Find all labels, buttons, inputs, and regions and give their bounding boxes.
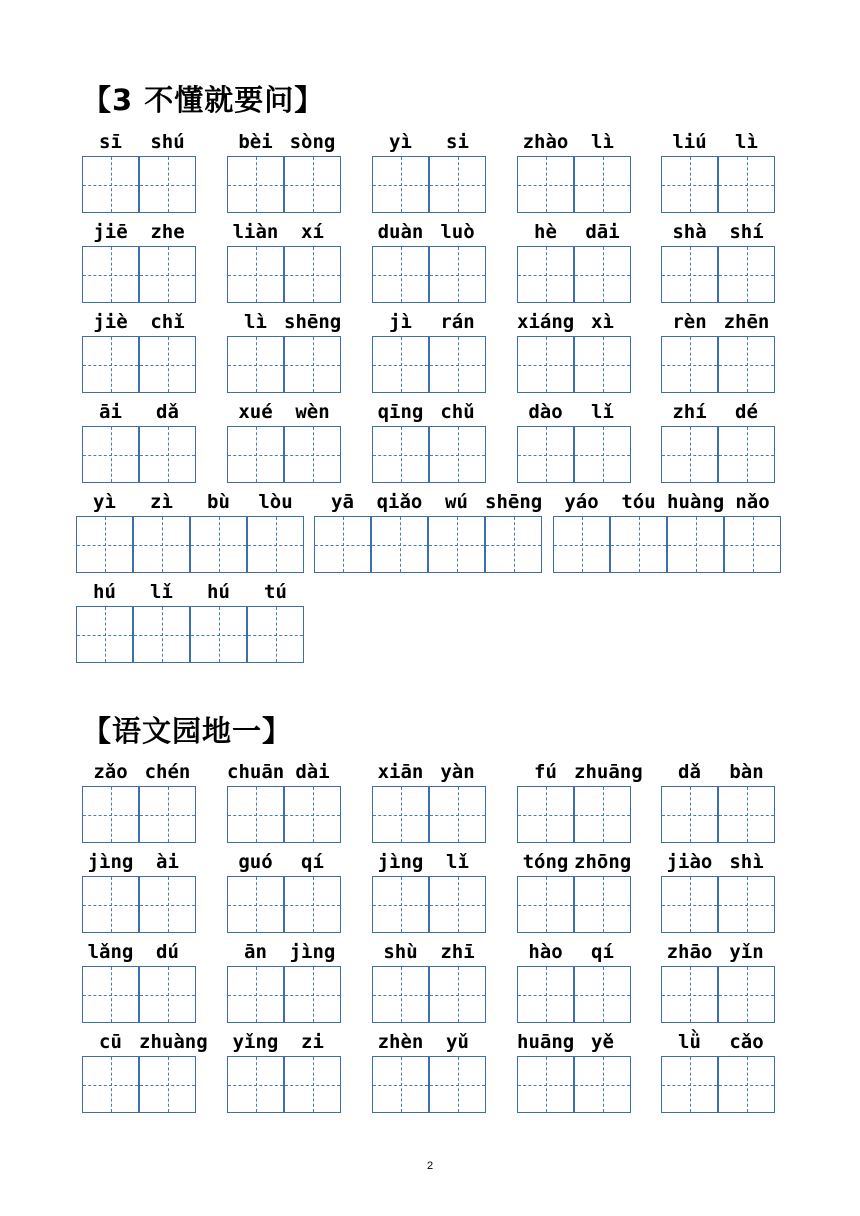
- writing-box[interactable]: [429, 246, 486, 303]
- pinyin-label: hè: [534, 221, 557, 243]
- pinyin-label: zhuàng: [139, 1031, 208, 1053]
- writing-box[interactable]: [517, 156, 574, 213]
- writing-box[interactable]: [372, 246, 429, 303]
- pinyin-label: xiáng: [517, 311, 575, 333]
- pinyin-label: yǐn: [729, 941, 764, 963]
- writing-box[interactable]: [133, 516, 190, 573]
- pinyin-label: zhuāng: [574, 761, 643, 783]
- writing-box[interactable]: [661, 876, 718, 933]
- writing-box[interactable]: [718, 1056, 775, 1113]
- pinyin-label: xì: [591, 311, 614, 333]
- pinyin-label: hào: [528, 941, 563, 963]
- writing-box[interactable]: [667, 516, 724, 573]
- pinyin-label: liú: [672, 131, 707, 153]
- pinyin-label: shà: [672, 221, 707, 243]
- writing-box[interactable]: [429, 156, 486, 213]
- pinyin-label: shēng: [284, 311, 342, 333]
- writing-box[interactable]: [517, 426, 574, 483]
- pinyin-label: āi: [99, 401, 122, 423]
- writing-box[interactable]: [574, 876, 631, 933]
- pinyin-label: lǐ: [446, 851, 469, 873]
- pinyin-label: yǐng: [232, 1031, 279, 1053]
- word-row: [0, 220, 860, 310]
- pinyin-label: jìng: [87, 851, 134, 873]
- writing-box[interactable]: [227, 426, 284, 483]
- pinyin-label: zhe: [150, 221, 185, 243]
- word-row: [0, 760, 860, 850]
- word-row: [0, 130, 860, 220]
- pinyin-label: si: [446, 131, 469, 153]
- pinyin-label: dú: [156, 941, 179, 963]
- page-number: 2: [426, 1160, 434, 1172]
- writing-box[interactable]: [76, 516, 133, 573]
- writing-box[interactable]: [372, 1056, 429, 1113]
- pinyin-label: cǎo: [729, 1031, 764, 1053]
- writing-box[interactable]: [284, 156, 341, 213]
- writing-box[interactable]: [517, 336, 574, 393]
- pinyin-label: bù: [207, 491, 230, 513]
- writing-box[interactable]: [139, 1056, 196, 1113]
- writing-box[interactable]: [574, 786, 631, 843]
- pinyin-label: yì: [93, 491, 116, 513]
- pinyin-label: zi: [301, 1031, 324, 1053]
- pinyin-label: rán: [440, 311, 475, 333]
- writing-box[interactable]: [284, 786, 341, 843]
- pinyin-label: lǐ: [591, 401, 614, 423]
- writing-box[interactable]: [574, 246, 631, 303]
- writing-box[interactable]: [139, 426, 196, 483]
- pinyin-label: jiè: [93, 311, 128, 333]
- pinyin-label: nǎo: [735, 491, 770, 513]
- pinyin-label: xué: [238, 401, 273, 423]
- pinyin-label: shí: [729, 221, 764, 243]
- writing-box[interactable]: [724, 516, 781, 573]
- writing-box[interactable]: [372, 966, 429, 1023]
- writing-box[interactable]: [133, 606, 190, 663]
- pinyin-label: yàn: [440, 761, 475, 783]
- writing-box[interactable]: [428, 516, 485, 573]
- writing-box[interactable]: [372, 876, 429, 933]
- pinyin-label: zhào: [522, 131, 569, 153]
- writing-box[interactable]: [718, 876, 775, 933]
- pinyin-label: yě: [591, 1031, 614, 1053]
- pinyin-label: yáo: [564, 491, 599, 513]
- writing-box[interactable]: [82, 786, 139, 843]
- pinyin-label: shēng: [485, 491, 543, 513]
- pinyin-label: duàn: [377, 221, 424, 243]
- pinyin-label: dé: [735, 401, 758, 423]
- pinyin-label: tóu: [621, 491, 656, 513]
- writing-box[interactable]: [661, 786, 718, 843]
- pinyin-label: yì: [389, 131, 412, 153]
- pinyin-label: cū: [99, 1031, 122, 1053]
- word-row: [0, 400, 860, 490]
- writing-box[interactable]: [429, 426, 486, 483]
- writing-box[interactable]: [284, 1056, 341, 1113]
- writing-box[interactable]: [718, 966, 775, 1023]
- pinyin-label: dào: [528, 401, 563, 423]
- writing-box[interactable]: [429, 786, 486, 843]
- writing-box[interactable]: [227, 786, 284, 843]
- pinyin-label: tóng: [522, 851, 569, 873]
- pinyin-label: yā: [331, 491, 354, 513]
- word-row: [0, 310, 860, 400]
- writing-box[interactable]: [574, 426, 631, 483]
- pinyin-label: ān: [244, 941, 267, 963]
- writing-box[interactable]: [485, 516, 542, 573]
- writing-box[interactable]: [227, 156, 284, 213]
- writing-box[interactable]: [718, 426, 775, 483]
- writing-box[interactable]: [76, 606, 133, 663]
- writing-box[interactable]: [372, 426, 429, 483]
- writing-box[interactable]: [284, 246, 341, 303]
- writing-box[interactable]: [371, 516, 428, 573]
- pinyin-label: zhèn: [377, 1031, 424, 1053]
- pinyin-label: qīng: [377, 401, 424, 423]
- pinyin-label: hú: [93, 581, 116, 603]
- writing-box[interactable]: [227, 876, 284, 933]
- writing-box[interactable]: [372, 786, 429, 843]
- pinyin-label: luò: [440, 221, 475, 243]
- pinyin-label: fú: [534, 761, 557, 783]
- writing-box[interactable]: [247, 516, 304, 573]
- writing-box[interactable]: [610, 516, 667, 573]
- writing-box[interactable]: [82, 156, 139, 213]
- writing-box[interactable]: [517, 1056, 574, 1113]
- word-row: [0, 580, 860, 670]
- writing-box[interactable]: [574, 966, 631, 1023]
- pinyin-label: ài: [156, 851, 179, 873]
- pinyin-label: dǎ: [156, 401, 179, 423]
- writing-box[interactable]: [661, 156, 718, 213]
- pinyin-label: chuān: [227, 761, 285, 783]
- writing-box[interactable]: [661, 1056, 718, 1113]
- pinyin-label: wú: [445, 491, 468, 513]
- writing-box[interactable]: [82, 246, 139, 303]
- writing-box[interactable]: [284, 876, 341, 933]
- writing-box[interactable]: [82, 966, 139, 1023]
- writing-box[interactable]: [661, 246, 718, 303]
- pinyin-label: liàn: [232, 221, 279, 243]
- writing-box[interactable]: [429, 966, 486, 1023]
- pinyin-label: tú: [264, 581, 287, 603]
- writing-box[interactable]: [718, 786, 775, 843]
- pinyin-label: dài: [295, 761, 330, 783]
- writing-box[interactable]: [429, 1056, 486, 1113]
- pinyin-label: jìng: [289, 941, 336, 963]
- pinyin-label: lǎng: [87, 941, 134, 963]
- pinyin-label: jiē: [93, 221, 128, 243]
- writing-box[interactable]: [139, 966, 196, 1023]
- pinyin-label: sòng: [289, 131, 336, 153]
- pinyin-label: jiào: [666, 851, 713, 873]
- writing-box[interactable]: [227, 336, 284, 393]
- pinyin-label: zhāo: [666, 941, 713, 963]
- pinyin-label: chén: [144, 761, 191, 783]
- writing-box[interactable]: [661, 426, 718, 483]
- pinyin-label: dāi: [585, 221, 620, 243]
- pinyin-label: bèi: [238, 131, 273, 153]
- writing-box[interactable]: [574, 156, 631, 213]
- pinyin-label: dǎ: [678, 761, 701, 783]
- pinyin-label: jìng: [377, 851, 424, 873]
- writing-box[interactable]: [82, 876, 139, 933]
- writing-box[interactable]: [517, 786, 574, 843]
- word-row: [0, 1030, 860, 1120]
- writing-box[interactable]: [429, 336, 486, 393]
- writing-box[interactable]: [139, 786, 196, 843]
- pinyin-label: jì: [389, 311, 412, 333]
- writing-box[interactable]: [139, 336, 196, 393]
- writing-box[interactable]: [139, 876, 196, 933]
- writing-box[interactable]: [190, 516, 247, 573]
- word-row: [0, 850, 860, 940]
- writing-box[interactable]: [284, 426, 341, 483]
- pinyin-label: rèn: [672, 311, 707, 333]
- pinyin-label: lǜ: [678, 1031, 701, 1053]
- writing-box[interactable]: [372, 336, 429, 393]
- writing-box[interactable]: [82, 1056, 139, 1113]
- writing-box[interactable]: [517, 966, 574, 1023]
- pinyin-label: yǔ: [446, 1031, 469, 1053]
- pinyin-label: xí: [301, 221, 324, 243]
- pinyin-label: chǔ: [440, 401, 475, 423]
- pinyin-label: lì: [591, 131, 614, 153]
- pinyin-label: zì: [150, 491, 173, 513]
- pinyin-label: chǐ: [150, 311, 185, 333]
- word-row: [0, 940, 860, 1030]
- pinyin-label: qí: [591, 941, 614, 963]
- pinyin-label: zhī: [440, 941, 475, 963]
- pinyin-label: qí: [301, 851, 324, 873]
- writing-box[interactable]: [718, 336, 775, 393]
- pinyin-label: shú: [150, 131, 185, 153]
- writing-box[interactable]: [284, 966, 341, 1023]
- writing-box[interactable]: [718, 246, 775, 303]
- pinyin-label: lì: [244, 311, 267, 333]
- pinyin-label: sī: [99, 131, 122, 153]
- pinyin-label: hú: [207, 581, 230, 603]
- writing-box[interactable]: [553, 516, 610, 573]
- pinyin-label: lǐ: [150, 581, 173, 603]
- pinyin-label: qiǎo: [376, 491, 423, 513]
- writing-box[interactable]: [227, 1056, 284, 1113]
- writing-box[interactable]: [139, 246, 196, 303]
- pinyin-label: zhōng: [574, 851, 632, 873]
- writing-box[interactable]: [574, 1056, 631, 1113]
- section-title-1: 【3 不懂就要问】: [82, 83, 325, 117]
- section-title-2: 【语文园地一】: [82, 714, 293, 748]
- writing-box[interactable]: [227, 966, 284, 1023]
- writing-box[interactable]: [517, 246, 574, 303]
- writing-box[interactable]: [372, 156, 429, 213]
- pinyin-label: wèn: [295, 401, 330, 423]
- pinyin-label: shù: [383, 941, 418, 963]
- writing-box[interactable]: [661, 966, 718, 1023]
- writing-box[interactable]: [284, 336, 341, 393]
- writing-box[interactable]: [82, 336, 139, 393]
- writing-box[interactable]: [718, 156, 775, 213]
- writing-box[interactable]: [314, 516, 371, 573]
- pinyin-label: lòu: [258, 491, 293, 513]
- pinyin-label: xiān: [377, 761, 424, 783]
- writing-box[interactable]: [82, 426, 139, 483]
- pinyin-label: zhēn: [723, 311, 770, 333]
- writing-box[interactable]: [139, 156, 196, 213]
- pinyin-label: zhí: [672, 401, 707, 423]
- pinyin-label: guó: [238, 851, 273, 873]
- writing-box[interactable]: [429, 876, 486, 933]
- pinyin-label: bàn: [729, 761, 764, 783]
- writing-box[interactable]: [517, 876, 574, 933]
- writing-box[interactable]: [574, 336, 631, 393]
- writing-box[interactable]: [190, 606, 247, 663]
- writing-box[interactable]: [227, 246, 284, 303]
- pinyin-label: shì: [729, 851, 764, 873]
- pinyin-label: huàng: [667, 491, 725, 513]
- writing-box[interactable]: [661, 336, 718, 393]
- writing-box[interactable]: [247, 606, 304, 663]
- pinyin-label: huāng: [517, 1031, 575, 1053]
- pinyin-label: lì: [735, 131, 758, 153]
- pinyin-label: zǎo: [93, 761, 128, 783]
- word-row: [0, 490, 860, 580]
